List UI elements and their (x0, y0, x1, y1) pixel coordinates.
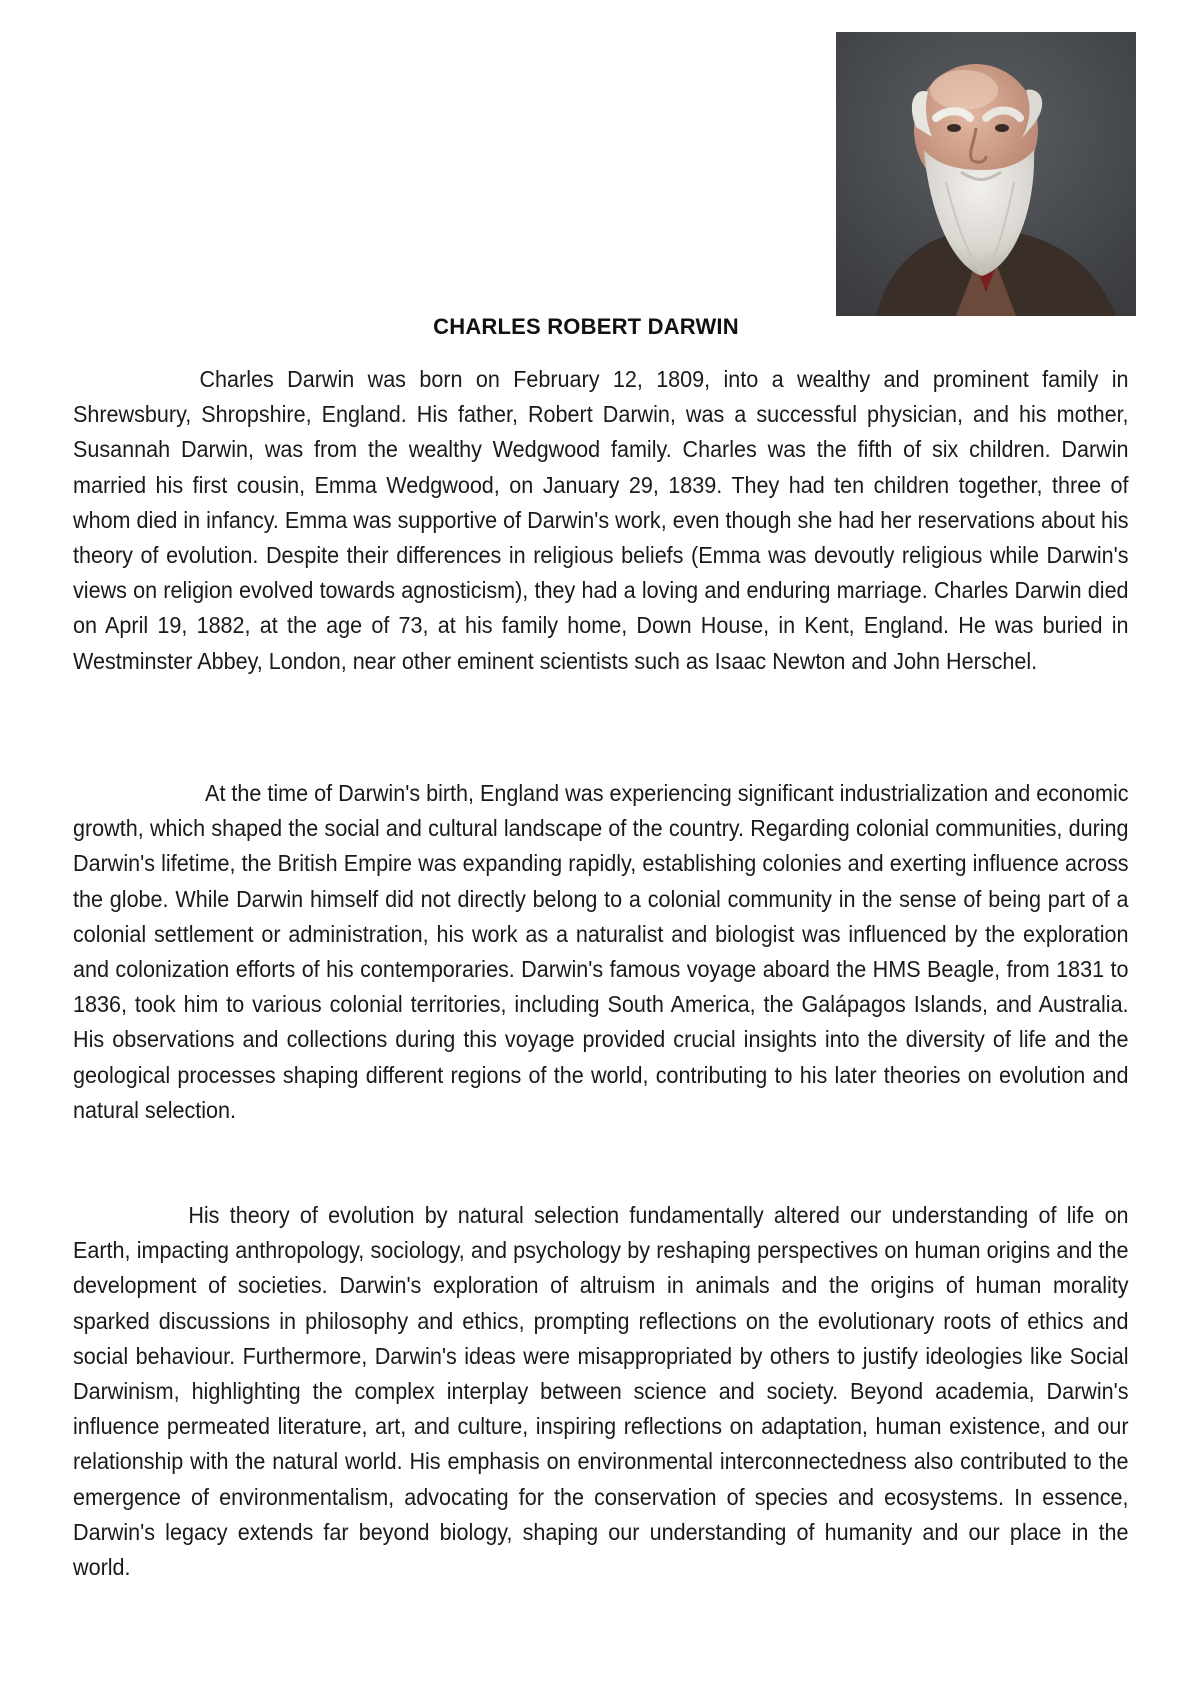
portrait-photo (836, 32, 1136, 316)
portrait-illustration (836, 32, 1136, 316)
paragraph-biography: Charles Darwin was born on February 12, 1809, into a wealthy and prominent family in Shrewsbury, Shropshire, England. His father, Robert Darwin, was a successful physician, and his mother, Susannah Darwin, was from the wealthy Wedgwood family. Charles was the fifth of six children. Darwin married his first cousin, Emma Wedgwood, on January 29, 1839. They had ten children together, three of whom died in infancy. Emma was supportive of Darwin's work, even though she had her reservations about his theory of evolution. Despite their differences in religious beliefs (Emma was devoutly religious while Darwin's views on religion evolved towards agnosticism), they had a loving and enduring marriage. Charles Darwin died on April 19, 1882, at the age of 73, at his family home, Down House, in Kent, England. He was buried in Westminster Abbey, London, near other eminent scientists such as Isaac Newton and John Herschel. (73, 366, 1129, 674)
document-title: CHARLES ROBERT DARWIN (433, 314, 739, 339)
paragraph-historical-context: At the time of Darwin's birth, England was experiencing significant industrialization and economic growth, which shaped the social and cultural landscape of the country. Regarding colonial communities, during Darwin's lifetime, the British Empire was expanding rapidly, establishing colonies and exerting influence across the globe. While Darwin himself did not directly belong to a colonial community in the sense of being part of a colonial settlement or administration, his work as a naturalist and biologist was influenced by the exploration and colonization efforts of his contemporaries. Darwin's famous voyage aboard the HMS Beagle, from 1831 to 1836, took him to various colonial territories, including South America, the Galápagos Islands, and Australia. His observations and collections during this voyage provided crucial insights into the diversity of life and the geological processes shaping different regions of the world, contributing to his later theories on evolution and natural selection. (73, 780, 1129, 1123)
paragraph-legacy: His theory of evolution by natural selection fundamentally altered our understanding of life on Earth, impacting anthropology, sociology, and psychology by reshaping perspectives on human origins and the development of societies. Darwin's exploration of altruism in animals and the origins of human morality sparked discussions in philosophy and ethics, prompting reflections on the evolutionary roots of ethics and social behaviour. Furthermore, Darwin's ideas were misappropriated by others to justify ideologies like Social Darwinism, highlighting the complex interplay between science and society. Beyond academia, Darwin's influence permeated literature, art, and culture, inspiring reflections on adaptation, human existence, and our relationship with the natural world. His emphasis on environmental interconnectedness also contributed to the emergence of environmentalism, advocating for the conservation of species and ecosystems. In essence, Darwin's legacy extends far beyond biology, shaping our understanding of humanity and our place in the world. (73, 1202, 1129, 1581)
